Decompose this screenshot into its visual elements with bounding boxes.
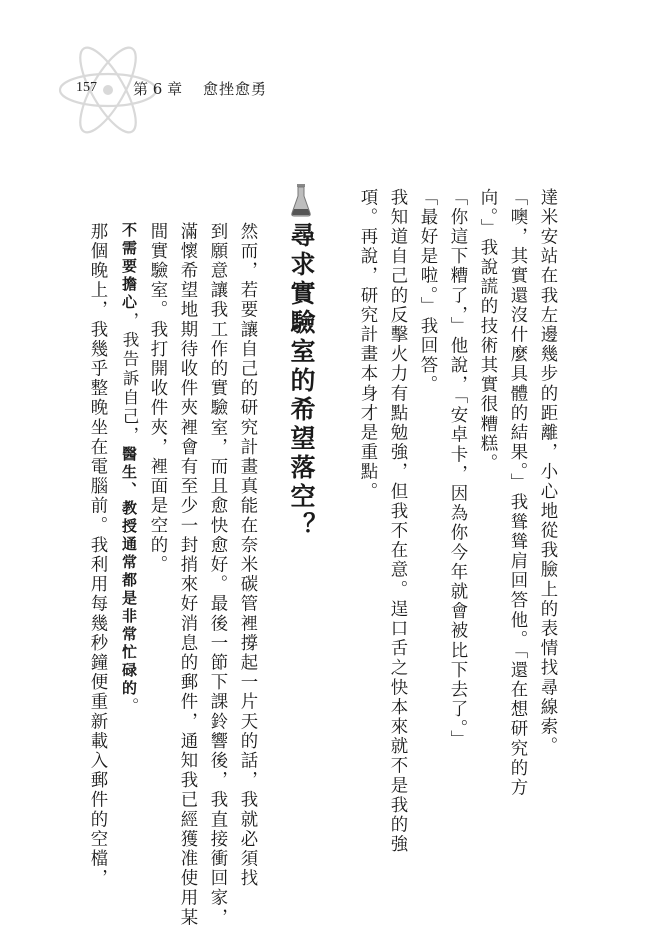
emphasis-column xyxy=(114,222,144,717)
emphasis-plain-1: ，我告訴自己， xyxy=(120,312,139,446)
emphasis-bold-2: 醫生、教授通常都是非常忙碌的 xyxy=(120,445,138,698)
text-column-10: 滿懷希望地期待收件夾裡會有至少一封捎來好消息的郵件，通知我已經獲准使用某 xyxy=(177,222,197,928)
text-column-8: 然而，若要讓自己的研究計畫真能在奈米碳管裡撐起一片天的話，我就必須找 xyxy=(237,222,257,889)
text-column-12: 那個晚上，我幾乎整晚坐在電腦前。我利用每幾秒鐘便重新載入郵件的空檔， xyxy=(87,222,107,889)
text-column-1: 達米安站在我左邊幾步的距離，小心地從我臉上的表情找尋線索。 xyxy=(537,188,557,757)
text-column-11: 間實驗室。我打開收件夾，裡面是空的。 xyxy=(147,222,167,575)
text-column-3: 向。」我說謊的技術其實很糟糕。 xyxy=(477,188,497,474)
flask-icon xyxy=(290,183,312,217)
text-column-6: 我知道自己的反擊火力有點勉強，但我不在意。逞口舌之快本來就不是我的強 xyxy=(387,188,407,855)
text-column-5: 「最好是啦。」我回答。 xyxy=(417,188,437,395)
chapter-label: 第 6 章 xyxy=(133,80,183,98)
text-column-2: 「噢，其實還沒什麼具體的結果。」我聳聳肩回答他。「還在想研究的方 xyxy=(507,188,527,798)
text-column-4: 「你這下糟了，」他說，「安卓卡，因為你今年就會被比下去了。」 xyxy=(447,188,467,750)
section-heading: 尋求實驗室的希望落空？ xyxy=(287,222,316,541)
text-column-7: 項。再說，研究計畫本身才是重點。 xyxy=(357,188,377,502)
page-number: 157 xyxy=(76,80,97,95)
chapter-title: 愈挫愈勇 xyxy=(203,80,268,98)
page-header xyxy=(0,0,663,140)
emphasis-bold-1: 不需要擔心 xyxy=(120,222,138,312)
text-column-9: 到願意讓我工作的實驗室，而且愈快愈好。最後一節下課鈴響後，我直接衝回家， xyxy=(207,222,227,928)
emphasis-plain-2: 。 xyxy=(120,697,139,717)
